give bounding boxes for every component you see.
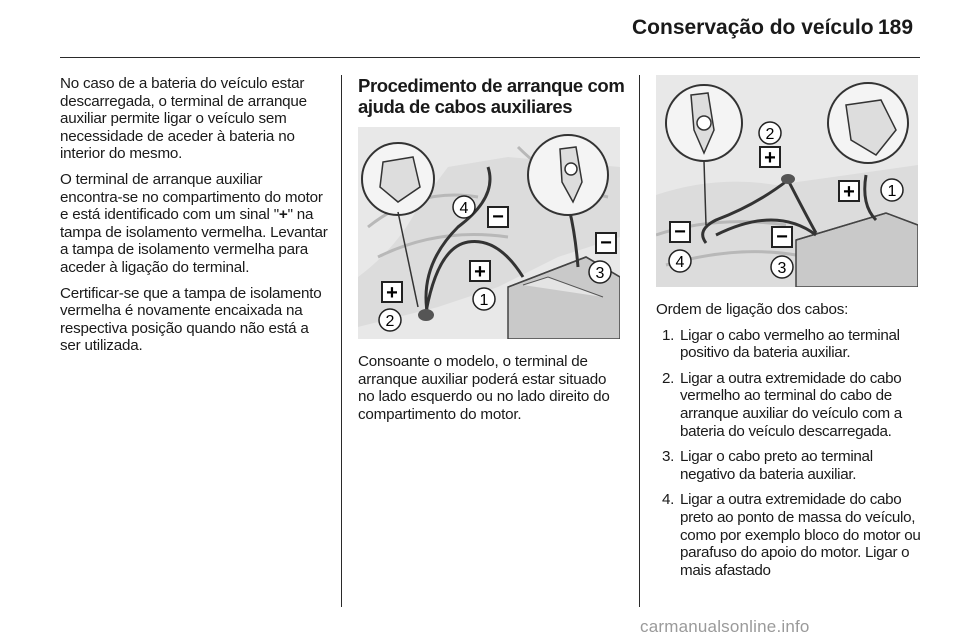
header-rule bbox=[60, 57, 920, 58]
callout-2: 2 bbox=[385, 313, 395, 330]
list-item: 2. Ligar a outra extremidade do cabo vermelho ao terminal do cabo de arranque auxiliar do veículo com a bateria do veículo descarregada. bbox=[662, 369, 902, 440]
minus-label: − bbox=[492, 206, 504, 228]
callout-1: 1 bbox=[479, 292, 489, 309]
page-header bbox=[0, 0, 960, 60]
jump-start-terminal-illustration bbox=[358, 127, 620, 339]
callout-1: 1 bbox=[887, 183, 897, 200]
connection-steps bbox=[656, 327, 924, 580]
minus-label: − bbox=[776, 226, 788, 248]
cable-connection-illustration bbox=[656, 75, 918, 287]
column-left bbox=[60, 75, 328, 363]
plus-label: + bbox=[474, 261, 486, 283]
steps-intro: Ordem de ligação dos cabos: bbox=[656, 301, 849, 318]
list-item: 3. Ligar o cabo preto ao terminal negativo da bateria auxiliar. bbox=[662, 448, 873, 483]
plus-label: + bbox=[843, 181, 855, 203]
callout-3: 3 bbox=[595, 265, 605, 282]
paragraph: No caso de a bateria do veículo estar descarregada, o terminal de arranque auxiliar permite ligar o veículo sem necessidade de aceder à bateria no interior do mesmo. bbox=[60, 75, 307, 163]
paragraph: Certificar-se que a tampa de isolamento vermelha é novamente encaixada na respectiva posição quando não está a ser utilizada. bbox=[60, 284, 322, 355]
paragraph: O terminal de arranque auxiliar encontra-se no compartimento do motor e está identificado com um sinal "+" na tampa de isolamento vermelha. Levantar a tampa de isolamento vermelha para aceder à ligação do terminal. bbox=[60, 170, 328, 276]
minus-label: − bbox=[674, 221, 686, 243]
callout-4: 4 bbox=[459, 200, 469, 217]
watermark: carmanualsonline.info bbox=[640, 617, 810, 636]
section-heading: Procedimento de arranque com ajuda de cabos auxiliares bbox=[358, 75, 625, 117]
list-item: 4. Ligar a outra extremidade do cabo preto ao ponto de massa do veículo, como por exemplo bloco do motor ou parafuso do apoio do motor. Ligar o mais afastado bbox=[662, 491, 921, 579]
plus-symbol: + bbox=[278, 206, 288, 224]
plus-label: + bbox=[386, 282, 398, 304]
callout-3: 3 bbox=[777, 260, 787, 277]
page-number: 189 bbox=[878, 16, 914, 39]
figure-caption: Consoante o modelo, o terminal de arranque auxiliar poderá estar situado no lado esquerdo ou no lado direito do compartimento do motor. bbox=[358, 353, 610, 423]
column-right bbox=[656, 75, 924, 587]
callout-4: 4 bbox=[675, 254, 685, 271]
section-title: Conservação do veículo bbox=[632, 16, 874, 39]
column-divider bbox=[639, 75, 640, 607]
column-divider bbox=[341, 75, 342, 607]
plus-label: + bbox=[764, 147, 776, 169]
callout-2: 2 bbox=[765, 126, 775, 143]
list-item: 1. Ligar o cabo vermelho ao terminal positivo da bateria auxiliar. bbox=[662, 326, 900, 362]
column-middle bbox=[358, 75, 626, 431]
minus-label: − bbox=[600, 232, 612, 254]
